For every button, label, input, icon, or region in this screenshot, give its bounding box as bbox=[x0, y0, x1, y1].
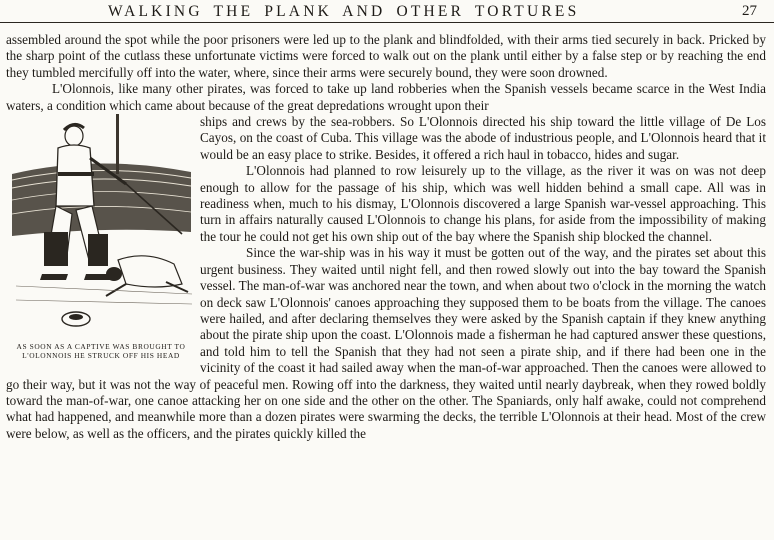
header-rule bbox=[0, 22, 774, 23]
article-body bbox=[6, 32, 766, 442]
page-number: 27 bbox=[742, 3, 757, 19]
paragraph-2-continued: ships and crews by the sea-robbers. So L'Olonnois directed his ship toward the little village of De Los Cayos, on the coast of Cuba. This village was the abode of industrious people, and L'Olonnois heard that it would be an easy place to strike. Besides, it offered a rich haul in tobacco, hides and sugar. bbox=[200, 114, 766, 162]
paragraph-2-intro: L'Olonnois, like many other pirates, was forced to take up land robberies when the Spanish vessels became scarce in the West India waters, a condition which came about because of the great depredations wrought upon their bbox=[6, 81, 766, 113]
figure-caption bbox=[6, 342, 196, 360]
paragraph-4: Since the war-ship was in his way it must be gotten out of the way, and the pirates set about this urgent business. They waited until night fell, and then rowed slowly out into the bay toward the Spanish vessel. The man-of-war was anchored near the town, and when about two o'clock in the morning the watch on deck saw L'Olonnois' canoes approaching they supposed them to be boats from the village. The canoes were hailed, and after declaring themselves they were asked by the Spanish captain if they knew anything about the pirate ship upon the coast. L'Olonnois made a fisherman he had captured answer these questions, and told him to tell the Spanish that they had not seen a pirate ship, and if there had been one in the vicinity of the coast it had sailed away when the man-of-war approached. Then the canoes were allowed to go their way, but it was not the way of peaceful men. Rowing off into the darkness, they waited until nearly daybreak, when they rowed boldly toward the man-of-war, one canoe attacking her on one side and the other on the other. The Spaniards, only half awake, could not comprehend what had happened, and meanwhile more than a dozen pirates were swarming the decks, the terrible L'Olonnois at their head. Most of the crew were below, as well as the officers, and the pirates quickly killed the bbox=[6, 245, 766, 441]
illustration bbox=[6, 114, 196, 364]
caption-line-2: L'OLONNOIS HE STRUCK OFF HIS HEAD bbox=[22, 351, 180, 361]
page-header bbox=[0, 0, 774, 24]
running-title: WALKING THE PLANK AND OTHER TORTURES bbox=[108, 3, 580, 20]
paragraph-3: L'Olonnois had planned to row leisurely up to the village, as the river it was on was not deep enough to allow for the passage of his ship, which was well hidden behind a small cape. All was in readiness when, much to his dismay, L'Olonnois discovered a large Spanish war-vessel approaching. This turn in affairs naturally caused L'Olonnois to change his plans, for aside from the impossibility of making the tour he could not get his own ship out of the bay where the Spanish ship blocked the channel. bbox=[200, 163, 766, 244]
caption-line-1: AS SOON AS A CAPTIVE WAS BROUGHT TO bbox=[16, 342, 186, 352]
beheading-illustration bbox=[6, 114, 196, 342]
paragraph-1: assembled around the spot while the poor prisoners were led up to the plank and blindfolded, with their arms tied securely in back. Pricked by the sharp point of the cutlass these unfortunate victims were forced to walk out on the plank until either by a false step or by reaching the end they tumbled mercifully off into the water, where, since their arms were securely bound, they were soon drowned. bbox=[6, 32, 766, 80]
